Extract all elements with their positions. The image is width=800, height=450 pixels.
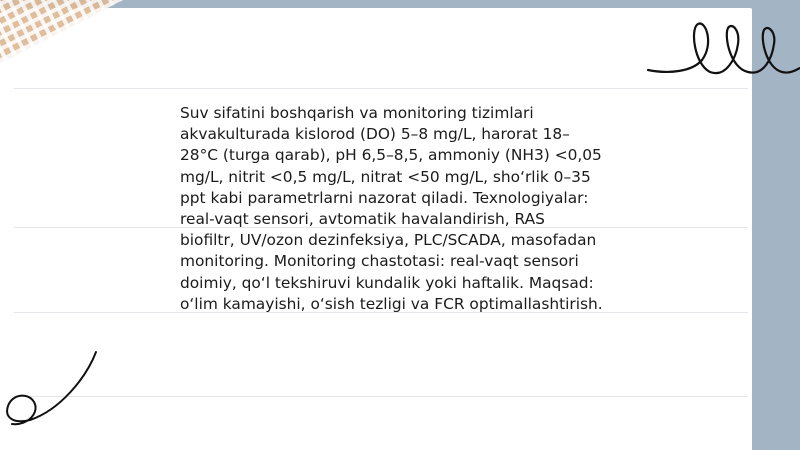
note-body-text: Suv sifatini boshqarish va monitoring tizimlari akvakulturada kislorod (DO) 5–8 mg/L, harorat 18– 28°C (turga qarab), pH 6,5–8,5, ammoniy (NH3) <0,05 mg/L, nitrit <0,5 mg/L, nitrat <50 mg/L, sho‘rlik 0–35 ppt kabi parametrlarni nazorat qiladi. Texnologiyalar: real-vaqt sensori, avtomatik havalandirish, RAS biofiltr, UV/ozon dezinfeksiya, PLC/SCADA, masofadan monitoring. Monitoring chastotasi: real-vaqt sensori doimiy, qo‘l tekshiruvi kundalik yoki haftalik. Maqsad: o‘lim kamayishi, o‘sish tezligi va FCR optimallashtirish. [180, 104, 603, 313]
curl-doodle [0, 348, 100, 428]
loop-squiggle-doodle [640, 14, 800, 84]
ruled-line [14, 396, 748, 397]
ruled-line [14, 88, 748, 89]
